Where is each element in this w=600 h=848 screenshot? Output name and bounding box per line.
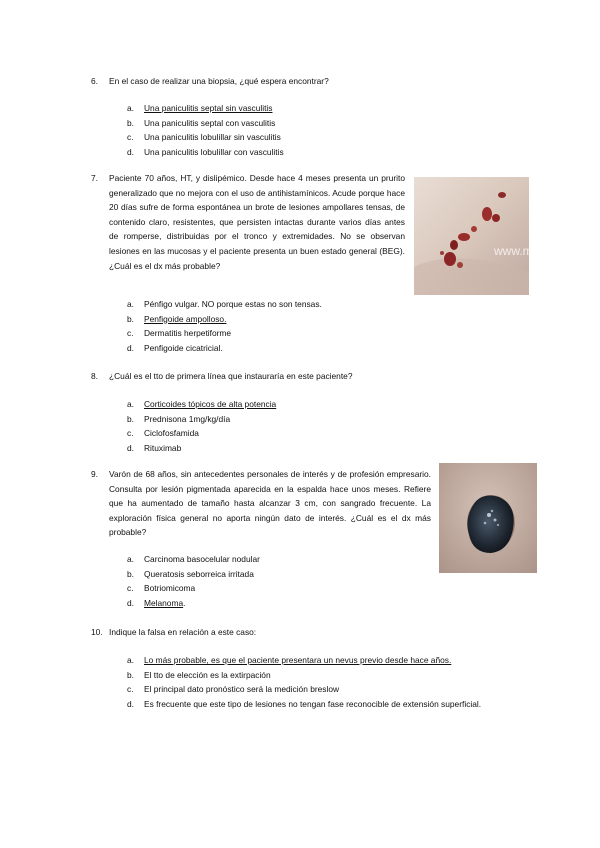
option-text: Ciclofosfamida (144, 428, 199, 439)
question-10 (91, 625, 256, 640)
option-text: Dermatitis herpetiforme (144, 328, 232, 339)
question-9 (91, 467, 431, 540)
question-number: 6. (91, 76, 98, 86)
option-a[interactable]: a. Pénfigo vulgar. NO porque estas no son tensas. (127, 299, 322, 309)
option-d[interactable]: d. Melanoma. (127, 597, 186, 608)
option-b[interactable]: b. El tto de elección es la extirpación (127, 669, 271, 680)
option-c[interactable]: c. Una paniculitis lobulillar sin vasculitis (127, 132, 281, 143)
question-8 (91, 369, 352, 384)
option-text: Una paniculitis lobulillar con vasculitis (144, 146, 284, 157)
question-text: Paciente 70 años, HT, y dislipémico. Desde hace 4 meses presenta un prurito generalizado que no mejora con el uso de antihistamínicos. Acude porque hace 20 días sufre de forma espontánea un brote de lesiones ampollares tensas, de contenido claro, resistentes, que persisten intactas durante varios días antes de romperse, distribuidas por el tronco y extremidades. No se observan lesiones en las mucosas y el paciente presenta un buen estado general (BEG). ¿Cuál es el dx más probable? (109, 173, 405, 271)
option-text: Una paniculitis lobulillar sin vasculitis (144, 132, 281, 143)
option-text: Penfigoide cicatricial. (144, 342, 223, 353)
option-c[interactable]: c. Ciclofosfamida (127, 428, 199, 439)
option-c[interactable]: c. Dermatitis herpetiforme (127, 328, 232, 339)
question-number: 7. (91, 173, 98, 183)
option-a[interactable]: a. Lo más probable, es que el paciente presentara un nevus previo desde hace años. (127, 655, 452, 665)
question-6 (91, 74, 329, 89)
blister-photo-image (414, 177, 529, 295)
options-7 (127, 297, 322, 355)
question-number: 10. (91, 627, 103, 637)
option-a[interactable]: a. Una paniculitis septal sin vasculitis (127, 103, 273, 113)
option-b[interactable]: b. Penfigoide ampolloso. (127, 313, 227, 324)
option-text: Queratosis seborreica irritada (144, 568, 254, 579)
option-text: El principal dato pronóstico será la medición breslow (144, 684, 340, 695)
options-10 (127, 653, 481, 711)
options-6 (127, 101, 284, 159)
option-text: Carcinoma basocelular nodular (144, 554, 260, 564)
option-b[interactable]: b. Prednisona 1mg/kg/día (127, 413, 231, 424)
option-text: Rituximab (144, 442, 182, 453)
question-text: ¿Cuál es el tto de primera línea que instauraría en este paciente? (109, 371, 353, 381)
question-text: Varón de 68 años, sin antecedentes personales de interés y de profesión empresario. Consulta por lesión pigmentada aparecida en la espalda hace unos meses. Refiere que ha aumentado de tamaño hasta alcanzar 3 cm, con sangrado frecuente. La exploración física general no aporta ningún dato de interés. ¿Cuál es el dx más probable? (109, 469, 431, 538)
option-text: El tto de elección es la extirpación (144, 669, 271, 680)
option-c[interactable]: c. El principal dato pronóstico será la medición breslow (127, 684, 340, 695)
option-b[interactable]: b. Una paniculitis septal con vasculitis (127, 117, 276, 128)
watermark-text: www.m (494, 244, 529, 258)
option-text: Prednisona 1mg/kg/día (144, 413, 231, 424)
option-text: Pénfigo vulgar. NO porque estas no son tensas. (144, 299, 322, 309)
question-text: En el caso de realizar una biopsia, ¿qué espera encontrar? (109, 76, 329, 86)
option-text: Melanoma (144, 597, 184, 608)
option-d[interactable]: d. Rituximab (127, 442, 182, 453)
option-c[interactable]: c. Botriomicoma (127, 583, 196, 594)
option-b[interactable]: b. Queratosis seborreica irritada (127, 568, 254, 579)
option-text: Botriomicoma (144, 583, 196, 594)
question-number: 8. (91, 371, 98, 381)
option-text: Una paniculitis septal con vasculitis (144, 117, 276, 128)
option-d[interactable]: d. Es frecuente que este tipo de lesiones no tengan fase reconocible de extensión superficial. (127, 698, 482, 709)
question-text: Indique la falsa en relación a este caso: (109, 627, 257, 637)
question-number: 9. (91, 469, 98, 479)
option-text: Una paniculitis septal sin vasculitis (144, 103, 273, 113)
blister-photo (414, 177, 529, 295)
options-9 (127, 552, 260, 610)
option-d[interactable]: d. Una paniculitis lobulillar con vasculitis (127, 146, 284, 157)
question-7 (91, 171, 405, 273)
option-d[interactable]: d. Penfigoide cicatricial. (127, 342, 223, 353)
option-text: Es frecuente que este tipo de lesiones no tengan fase reconocible de extensión superficial. (144, 698, 482, 709)
option-text: Lo más probable, es que el paciente presentara un nevus previo desde hace años. (144, 655, 452, 665)
melanoma-photo (439, 463, 537, 573)
option-a[interactable]: a. Carcinoma basocelular nodular (127, 554, 260, 564)
option-text: Penfigoide ampolloso. (144, 313, 227, 324)
option-a[interactable]: a. Corticoides tópicos de alta potencia (127, 399, 277, 409)
melanoma-photo-image (439, 463, 537, 573)
option-suffix: . (183, 597, 186, 608)
option-text: Corticoides tópicos de alta potencia (144, 399, 277, 409)
options-8 (127, 397, 276, 455)
